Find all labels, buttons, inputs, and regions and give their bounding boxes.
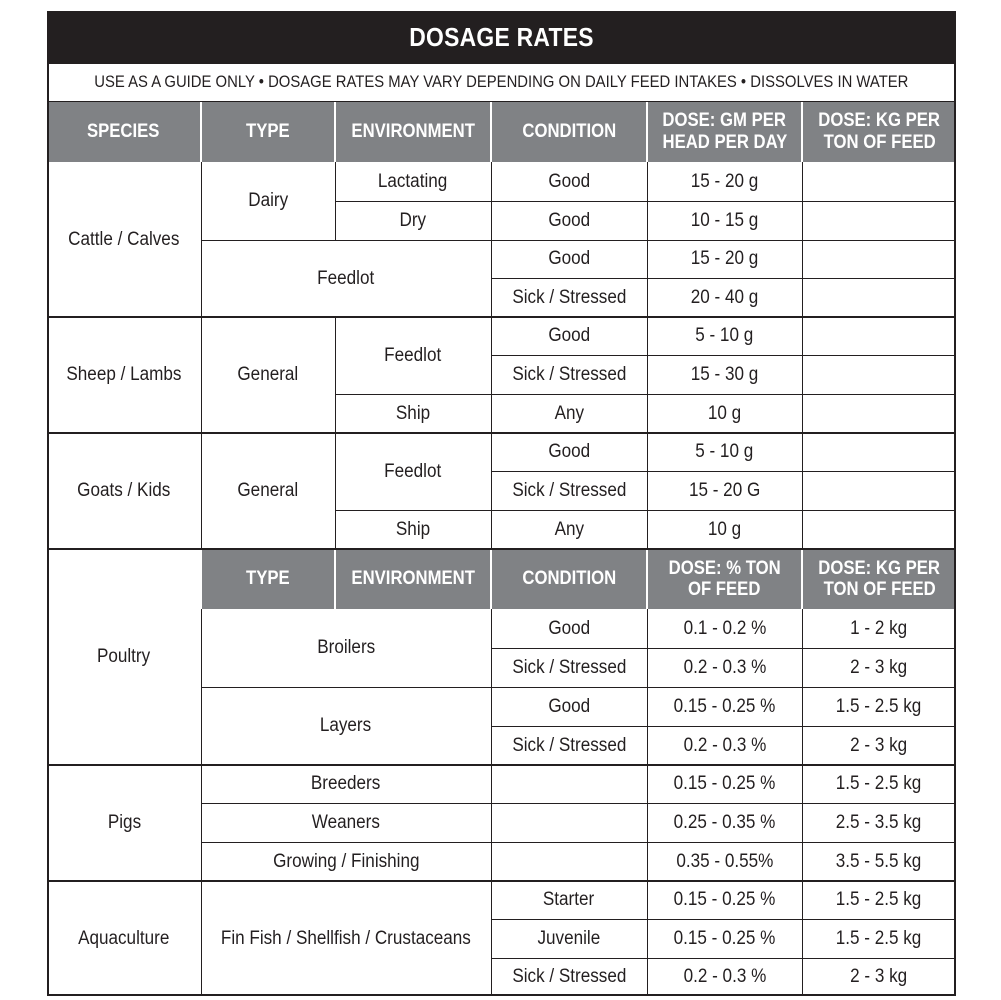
pct-cell: 0.15 - 0.25 % [673, 927, 776, 949]
condition-cell: Sick / Stressed [511, 656, 627, 678]
page-title: DOSAGE RATES [409, 22, 594, 52]
pct-cell: 0.2 - 0.3 % [683, 734, 766, 756]
pct-cell: 0.35 - 0.55% [676, 850, 773, 872]
grid-line [201, 842, 956, 843]
dose-cell: 15 - 20 g [690, 170, 759, 192]
dose-cell: 15 - 20 g [690, 248, 759, 270]
grid-line [802, 162, 803, 549]
section-divider [47, 316, 956, 318]
grid-line [201, 609, 202, 996]
pct-cell: 0.15 - 0.25 % [673, 773, 776, 795]
condition-cell: Sick / Stressed [511, 734, 627, 756]
kg-cell: 3.5 - 5.5 kg [836, 850, 922, 872]
condition-cell: Good [548, 695, 590, 717]
species-cattle: Cattle / Calves [68, 228, 180, 250]
species-pigs: Pigs [107, 812, 141, 834]
pct-cell: 0.2 - 0.3 % [683, 656, 766, 678]
dose-cell: 15 - 20 G [688, 479, 761, 501]
type-fin-fish: Fin Fish / Shellfish / Crustaceans [221, 927, 471, 949]
grid-line [335, 201, 956, 202]
kg-cell: 2 - 3 kg [850, 656, 908, 678]
grid-line [491, 958, 956, 959]
grid-line [491, 609, 492, 996]
header-species: SPECIES [47, 101, 200, 162]
condition-cell: Starter [543, 889, 595, 911]
grid-line [647, 162, 648, 549]
grid-line [201, 687, 956, 688]
dose-cell: 10 g [707, 518, 742, 540]
condition-cell: Sick / Stressed [511, 363, 627, 385]
condition-cell: Sick / Stressed [511, 286, 627, 308]
pct-cell: 0.1 - 0.2 % [683, 617, 766, 639]
type-general: General [237, 480, 299, 502]
env-lactating: Lactating [378, 170, 448, 192]
kg-cell: 1 - 2 kg [850, 617, 908, 639]
section-divider [47, 432, 956, 434]
header2-type: TYPE [202, 549, 334, 609]
dose-cell: 20 - 40 g [690, 286, 759, 308]
header2-condition: CONDITION [492, 549, 646, 609]
header-dose-gm: DOSE: GM PER HEAD PER DAY [648, 101, 801, 162]
condition-cell: Good [548, 325, 590, 347]
grid-line [802, 609, 803, 996]
grid-line [491, 726, 956, 727]
grid-line [491, 162, 492, 549]
grid-line [491, 919, 956, 920]
kg-cell: 2 - 3 kg [850, 734, 908, 756]
species-aquaculture: Aquaculture [78, 927, 170, 949]
grid-line [335, 162, 336, 240]
type-layers: Layers [320, 715, 372, 737]
header2-dose-pct: DOSE: % TON OF FEED [648, 549, 801, 609]
species-goats: Goats / Kids [77, 480, 171, 502]
type-weaners: Weaners [311, 811, 381, 833]
dose-cell: 5 - 10 g [695, 325, 754, 347]
env-ship: Ship [395, 518, 431, 540]
env-ship: Ship [395, 402, 431, 424]
type-broilers: Broilers [317, 637, 375, 659]
header-environment: ENVIRONMENT [336, 101, 490, 162]
header2-environment: ENVIRONMENT [336, 549, 490, 609]
condition-cell: Good [548, 441, 590, 463]
condition-cell: Good [548, 617, 590, 639]
grid-line [491, 471, 956, 472]
condition-cell: Sick / Stressed [511, 479, 627, 501]
condition-cell: Good [548, 248, 590, 270]
kg-cell: 2.5 - 3.5 kg [836, 811, 922, 833]
grid-line [335, 394, 956, 395]
dose-cell: 10 g [707, 402, 742, 424]
kg-cell: 1.5 - 2.5 kg [836, 927, 922, 949]
kg-cell: 1.5 - 2.5 kg [836, 773, 922, 795]
condition-cell: Good [548, 170, 590, 192]
type-growing-finishing: Growing / Finishing [272, 850, 420, 872]
condition-cell: Sick / Stressed [511, 966, 627, 988]
header-condition: CONDITION [492, 101, 646, 162]
species-sheep: Sheep / Lambs [66, 364, 182, 386]
grid-line [201, 240, 956, 241]
condition-cell: Juvenile [537, 927, 601, 949]
header-type: TYPE [202, 101, 334, 162]
type-general: General [237, 364, 299, 386]
env-feedlot: Feedlot [384, 460, 442, 482]
kg-cell: 2 - 3 kg [850, 966, 908, 988]
type-dairy: Dairy [248, 190, 288, 212]
env-feedlot: Feedlot [384, 344, 442, 366]
type-breeders: Breeders [311, 773, 381, 795]
grid-line [335, 510, 956, 511]
env-dry: Dry [399, 209, 427, 231]
type-feedlot: Feedlot [317, 267, 375, 289]
section-divider [47, 880, 956, 882]
species-poultry: Poultry [97, 646, 151, 668]
grid-line [491, 355, 956, 356]
grid-line [47, 101, 956, 102]
kg-cell: 1.5 - 2.5 kg [836, 695, 922, 717]
dose-cell: 10 - 15 g [690, 209, 759, 231]
pct-cell: 0.25 - 0.35 % [673, 811, 776, 833]
header2-dose-kg: DOSE: KG PER TON OF FEED [803, 549, 956, 609]
condition-cell: Any [554, 402, 584, 424]
condition-cell: Good [548, 209, 590, 231]
pct-cell: 0.2 - 0.3 % [683, 966, 766, 988]
kg-cell: 1.5 - 2.5 kg [836, 889, 922, 911]
header-dose-kg: DOSE: KG PER TON OF FEED [803, 101, 956, 162]
dose-cell: 5 - 10 g [695, 441, 754, 463]
pct-cell: 0.15 - 0.25 % [673, 889, 776, 911]
condition-cell: Any [554, 518, 584, 540]
grid-line [647, 609, 648, 996]
dose-cell: 15 - 30 g [690, 363, 759, 385]
grid-line [335, 317, 336, 549]
grid-line [491, 278, 956, 279]
grid-line [491, 648, 956, 649]
section-divider [47, 764, 956, 766]
pct-cell: 0.15 - 0.25 % [673, 695, 776, 717]
grid-line [201, 162, 202, 549]
grid-line [201, 803, 956, 804]
subtitle-note: USE AS A GUIDE ONLY • DOSAGE RATES MAY VARY DEPENDING ON DAILY FEED INTAKES • DISSOLVES IN WATER [94, 73, 909, 91]
section-divider [47, 548, 956, 550]
